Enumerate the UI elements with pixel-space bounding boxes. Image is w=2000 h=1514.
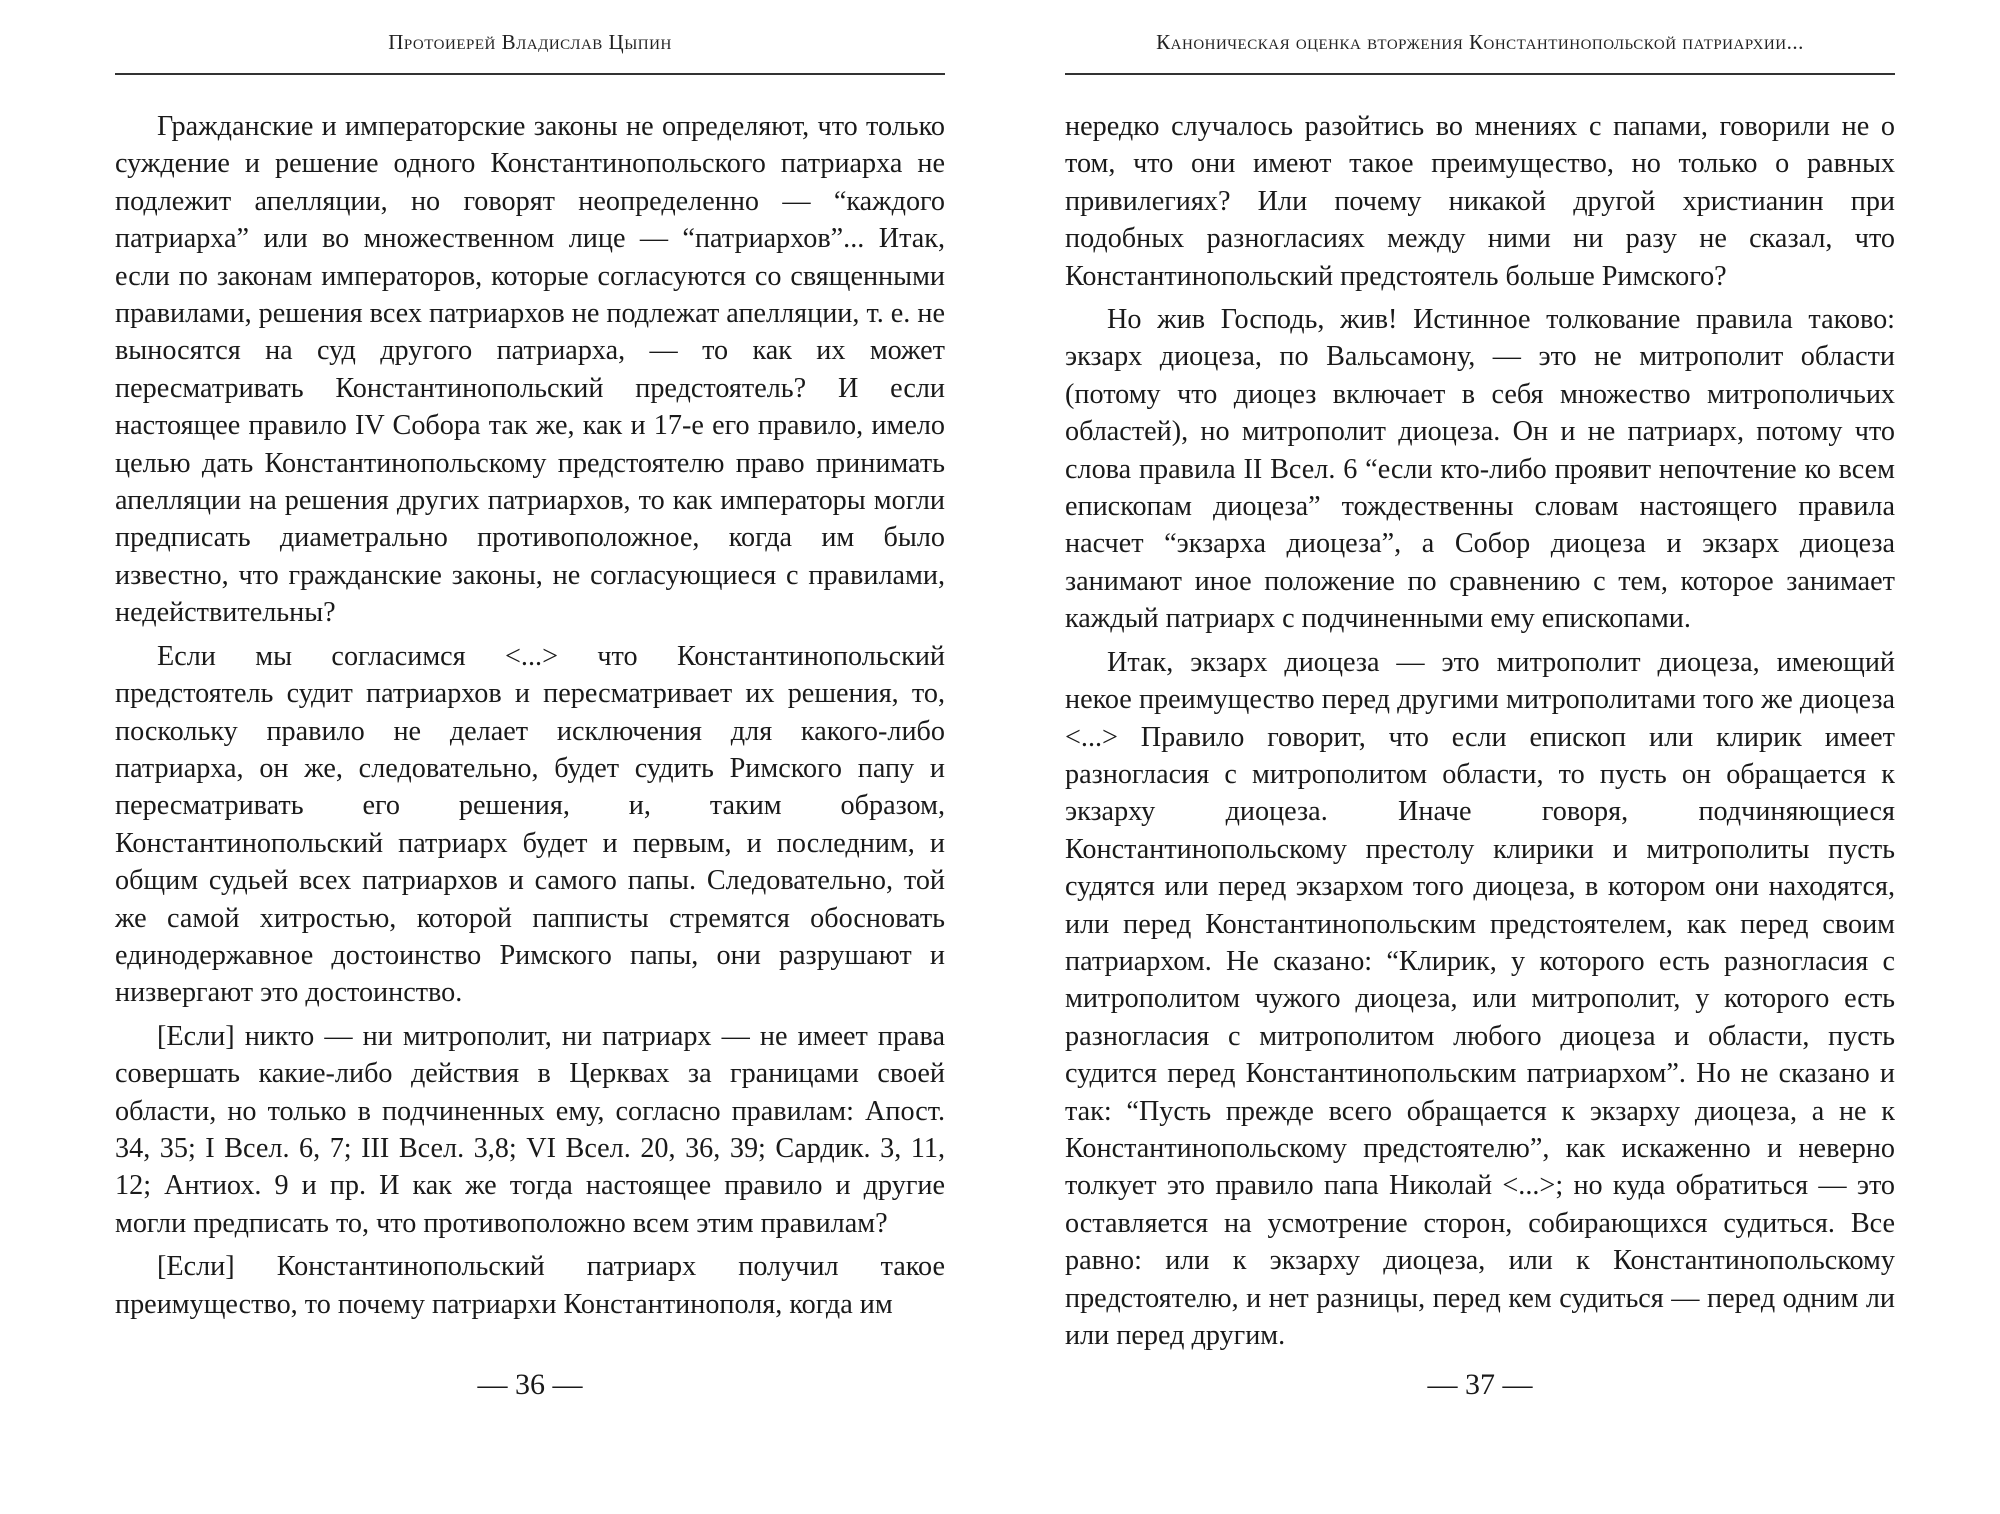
paragraph: Если мы согласимся <...> что Константинопольский предстоятель судит патриархов и пересматривает их решения, то, поскольку правило не делает исключения для какого-либо патриарха, он же, следовательно, будет судить Римского папу и пересматривать его решения, и, таким образом, Константинопольский патриарх будет и первым, и последним, и общим судьей всех патриархов и самого папы. Следовательно, той же самой хитростью, которой папписты стремятся обосновать единодержавное достоинство Римского папы, они разрушают и низвергают это достоинство.: [115, 640, 945, 1009]
running-head-left: Протоиерей Владислав Цыпин: [388, 30, 672, 54]
paragraph-continued: нередко случалось разойтись во мнениях с папами, говорили не о том, что они имеют такое преимущество, но только о равных привилегиях? Или почему никакой другой христианин при подобных разногласиях между ними ни разу не сказал, что Константинопольский предстоятель больше Римского?: [1065, 111, 1895, 292]
paragraph: [Если] никто — ни митрополит, ни патриарх — не имеет права совершать какие-либо действия в Церквах за границами своей области, но только в подчиненных ему, согласно правилам: Апост. 34, 35; I Всел. 6, 7; III Всел. 3,8; VI Всел. 20, 36, 39; Сардик. 3, 11, 12; Антиох. 9 и пр. И как же тогда настоящее правило и другие могли предписать то, что противоположно всем этим правилам?: [115, 1020, 945, 1239]
body-text-left: [115, 108, 945, 1323]
paragraph: Итак, экзарх диоцеза — это митрополит диоцеза, имеющий некое преимущество перед другими митрополитами того же диоцеза <...> Правило говорит, что если епископ или клирик имеет разногласия с митрополитом области, то пусть он обращается к экзарху диоцеза. Иначе говоря, подчиняющиеся Константинопольскому престолу клирики и митрополиты пусть судятся или перед экзархом того диоцеза, в котором они находятся, или перед Константинопольским предстоятелем, как перед своим патриархом. Не сказано: “Клирик, у которого есть разногласия с митрополитом чужого диоцеза, или митрополит, у которого есть разногласия с митрополитом любого диоцеза и области, пусть судится перед Константинопольским патриархом”. Но не сказано и так: “Пусть прежде всего обращается к экзарху диоцеза, а не к Константинопольскому предстоятелю”, как искаженно и неверно толкует это правило папа Николай <...>; но куда обратиться — это оставляется на усмотрение сторон, собирающихся судиться. Все равно: или к экзарху диоцеза, или к Константинопольскому предстоятелю, и нет разницы, перед кем судиться — перед одним ли или перед другим.: [1065, 646, 1895, 1351]
page-number-left: — 36 —: [477, 1368, 583, 1401]
body-text-right: [1065, 108, 1895, 1354]
header-rule-left: [115, 73, 945, 75]
paragraph: [Если] Константинопольский патриарх получил такое преимущество, то почему патриархи Константинополя, когда им: [115, 1251, 945, 1320]
paragraph: Но жив Господь, жив! Истинное толкование правила таково: экзарх диоцеза, по Вальсамону, — это не митрополит области (потому что диоцез включает в себя множество митрополичьих областей), но митрополит диоцеза. Он и не патриарх, потому что слова правила II Всел. 6 “если кто-либо проявит непочтение ко всем епископам диоцеза” тождественны словам настоящего правила насчет “экзарха диоцеза”, а Собор диоцеза и экзарх диоцеза занимают иное положение по сравнению с тем, которое занимает каждый патриарх с подчиненными ему епископами.: [1065, 304, 1895, 635]
paragraph: Гражданские и императорские законы не определяют, что только суждение и решение одного Константинопольского патриарха не подлежит апелляции, но говорят неопределенно — “каждого патриарха” или во множественном лице — “патриархов”... Итак, если по законам императоров, которые согласуются со священными правилами, решения всех патриархов не подлежат апелляции, т. е. не выносятся на суд другого патриарха, — то как их может пересматривать Константинопольский предстоятель? И если настоящее правило IV Собора так же, как и 17-е его правило, имело целью дать Константинопольскому предстоятелю право принимать апелляции на решения других патриархов, то как императоры могли предписать диаметрально противоположное, когда им было известно, что гражданские законы, не согласующиеся с правилами, недействительны?: [115, 111, 945, 629]
right-page: [1065, 0, 1895, 1514]
running-head-right: Каноническая оценка вторжения Константинопольской патриархии...: [1156, 30, 1804, 54]
left-page: [115, 0, 945, 1514]
header-rule-right: [1065, 73, 1895, 75]
page-number-right: — 37 —: [1427, 1368, 1533, 1401]
